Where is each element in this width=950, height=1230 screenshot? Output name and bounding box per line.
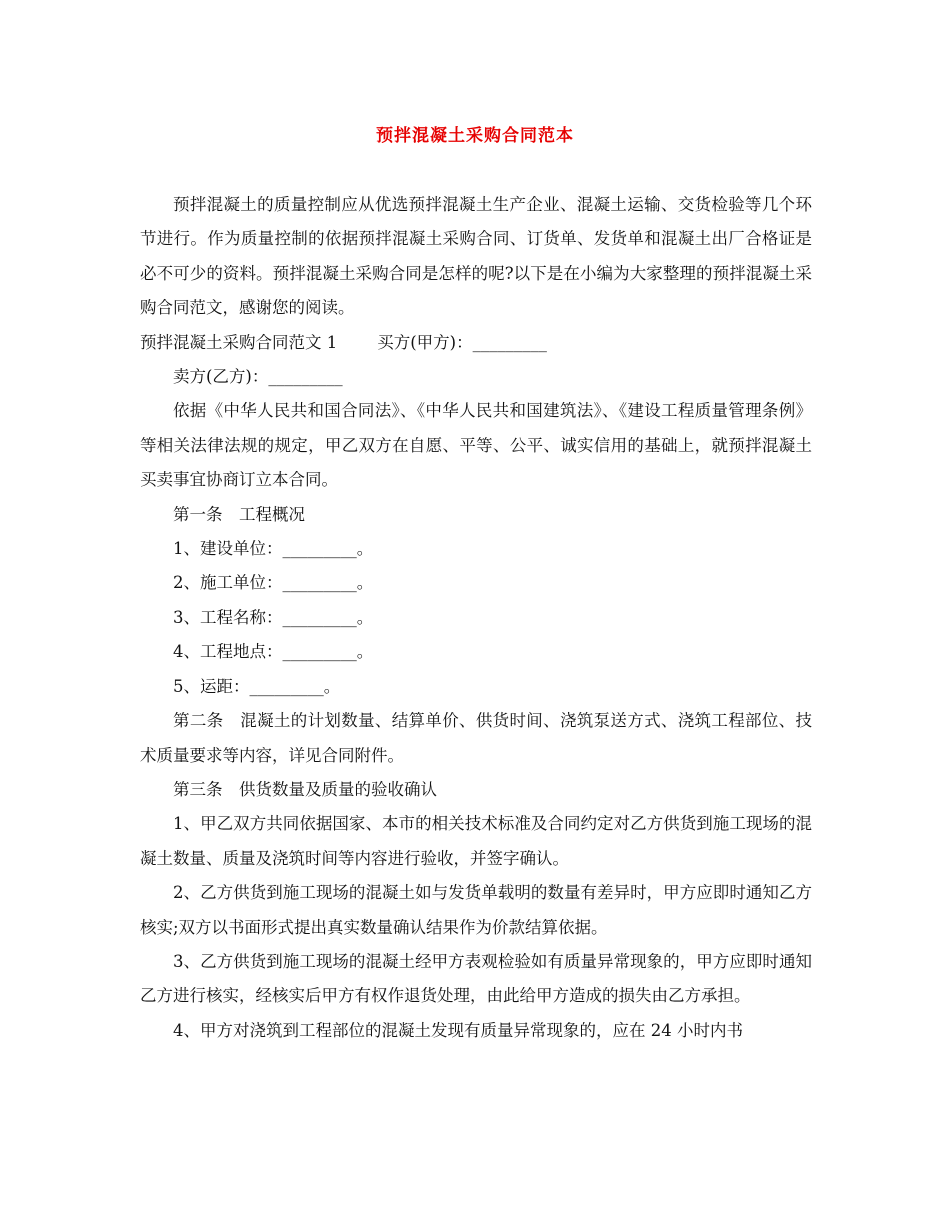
article-1-item-3: 3、工程名称：_________。 [173, 607, 374, 627]
buyer-line: 买方(甲方)：_________ [377, 332, 547, 352]
article-3-item-2: 2、乙方供货到施工现场的混凝土如与发货单载明的数量有差异时，甲方应即时通知乙方核实;双方以书面形式提出真实数量确认结果作为价款结算依据。 [140, 883, 812, 937]
article-3-item-4: 4、甲方对浇筑到工程部位的混凝土发现有质量异常现象的，应在 24 小时内书 [173, 1020, 743, 1040]
article-1-heading: 第一条 工程概况 [173, 504, 305, 524]
article-3-item-1: 1、甲乙双方共同依据国家、本市的相关技术标准及合同约定对乙方供货到施工现场的混凝土数量、质量及浇筑时间等内容进行验收，并签字确认。 [140, 814, 812, 868]
legal-basis-paragraph: 依据《中华人民共和国合同法》、《中华人民共和国建筑法》、《建设工程质量管理条例》等相关法律法规的规定，甲乙双方在自愿、平等、公平、诚实信用的基础上，就预拌混凝土买卖事宜协商订立本合同。 [140, 401, 812, 490]
document-body [140, 188, 812, 1048]
article-1-item-1: 1、建设单位：_________。 [173, 539, 374, 559]
article-2: 第二条 混凝土的计划数量、结算单价、供货时间、浇筑泵送方式、浇筑工程部位、技术质量要求等内容，详见合同附件。 [140, 711, 812, 765]
document-title: 预拌混凝土采购合同范本 [376, 126, 574, 146]
sample-heading-line [140, 326, 812, 360]
article-3-item-3: 3、乙方供货到施工现场的混凝土经甲方表观检验如有质量异常现象的，甲方应即时通知乙方进行核实，经核实后甲方有权作退货处理，由此给甲方造成的损失由乙方承担。 [140, 951, 812, 1006]
article-1-item-4: 4、工程地点：_________。 [173, 642, 374, 662]
sample-heading: 预拌混凝土采购合同范文 1 [140, 332, 338, 352]
article-1-item-2: 2、施工单位：_________。 [173, 573, 374, 593]
article-1-item-5: 5、运距：_________。 [173, 676, 341, 696]
seller-line: 卖方(乙方)：_________ [173, 367, 343, 387]
intro-paragraph: 预拌混凝土的质量控制应从优选预拌混凝土生产企业、混凝土运输、交货检验等几个环节进行。作为质量控制的依据预拌混凝土采购合同、订货单、发货单和混凝土出厂合格证是必不可少的资料。预拌混凝土采购合同是怎样的呢?以下是在小编为大家整理的预拌混凝土采购合同范文，感谢您的阅读。 [140, 195, 812, 318]
article-3-heading: 第三条 供货数量及质量的验收确认 [173, 779, 437, 799]
